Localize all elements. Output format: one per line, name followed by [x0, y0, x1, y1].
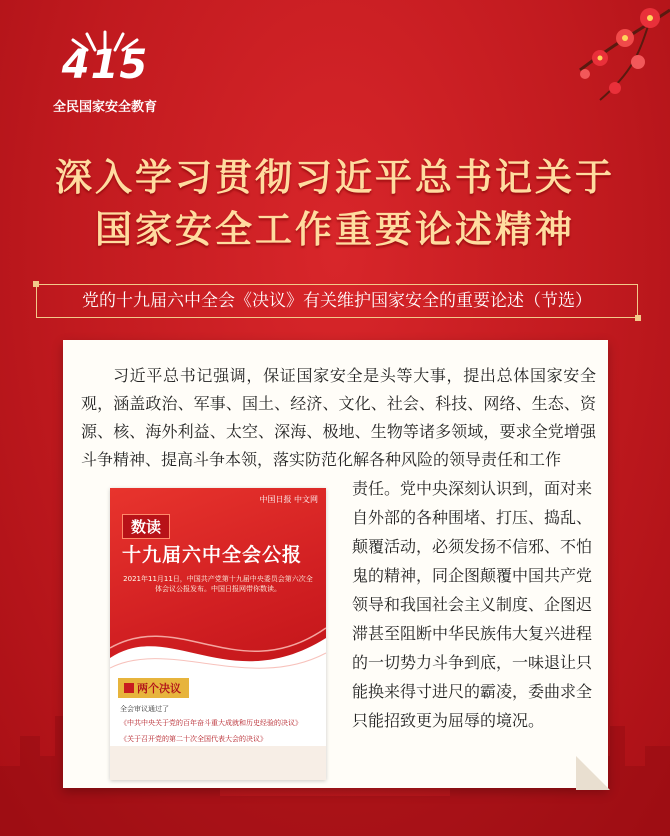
- poster-masthead: 中国日报 中文网: [259, 495, 318, 504]
- title-line-2: 国家安全工作重要论述精神: [95, 208, 575, 251]
- embedded-poster-image: [110, 488, 326, 780]
- page-title: [0, 152, 670, 256]
- poster-list-item: 《中共中央关于党的百年奋斗重大成就和历史经验的决议》: [120, 719, 302, 727]
- logo-caption: 全民国家安全教育: [52, 100, 157, 115]
- poster-description: 2021年11月11日，中国共产党第十九届中央委员会第六次全体会议公报发布。中国日报网带你数读。: [123, 575, 313, 593]
- article-card: [63, 340, 608, 788]
- national-security-education-logo: [40, 28, 170, 118]
- poster-title: 十九届六中全会公报: [122, 544, 303, 566]
- subtitle-banner: [36, 284, 638, 318]
- poster-badge-label: 两个决议: [137, 682, 181, 695]
- plum-blossom-decoration: [540, 0, 670, 110]
- check-icon: [124, 683, 134, 693]
- poster-footer: [110, 746, 326, 780]
- poster-subtext: 全会审议通过了: [120, 705, 169, 713]
- title-line-1: 深入学习贯彻习近平总书记关于: [55, 156, 615, 199]
- poster-list-item: 《关于召开党的第二十次全国代表大会的决议》: [120, 735, 267, 743]
- page-curl-decoration: [576, 756, 610, 790]
- logo-number: 415: [61, 42, 149, 88]
- poster-tag: 数读: [122, 514, 170, 539]
- article-paragraph-top: 习近平总书记强调，保证国家安全是头等大事，提出总体国家安全观，涵盖政治、军事、国土、经济、文化、社会、科技、网络、生态、资源、核、海外利益、太空、深海、极地、生物等诸多领域，要求全党增强斗争精神、提高斗争本领，落实防范化解各种风险的领导责任和工作: [81, 366, 596, 469]
- article-paragraph-side: 责任。党中央深刻认识到，面对来自外部的各种围堵、打压、捣乱、颠覆活动，必须发扬不信邪、不怕鬼的精神，同企图颠覆中国共产党领导和我国社会主义制度、企图迟滞甚至阻断中华民族伟大复兴进程的一切势力斗争到底，一味退让只能换来得寸进尺的霸凌，委曲求全只能招致更为屈辱的境况。: [352, 479, 593, 730]
- subtitle-text: 党的十九届六中全会《决议》有关维护国家安全的重要论述（节选）: [82, 291, 592, 311]
- poster-badge: [118, 678, 189, 698]
